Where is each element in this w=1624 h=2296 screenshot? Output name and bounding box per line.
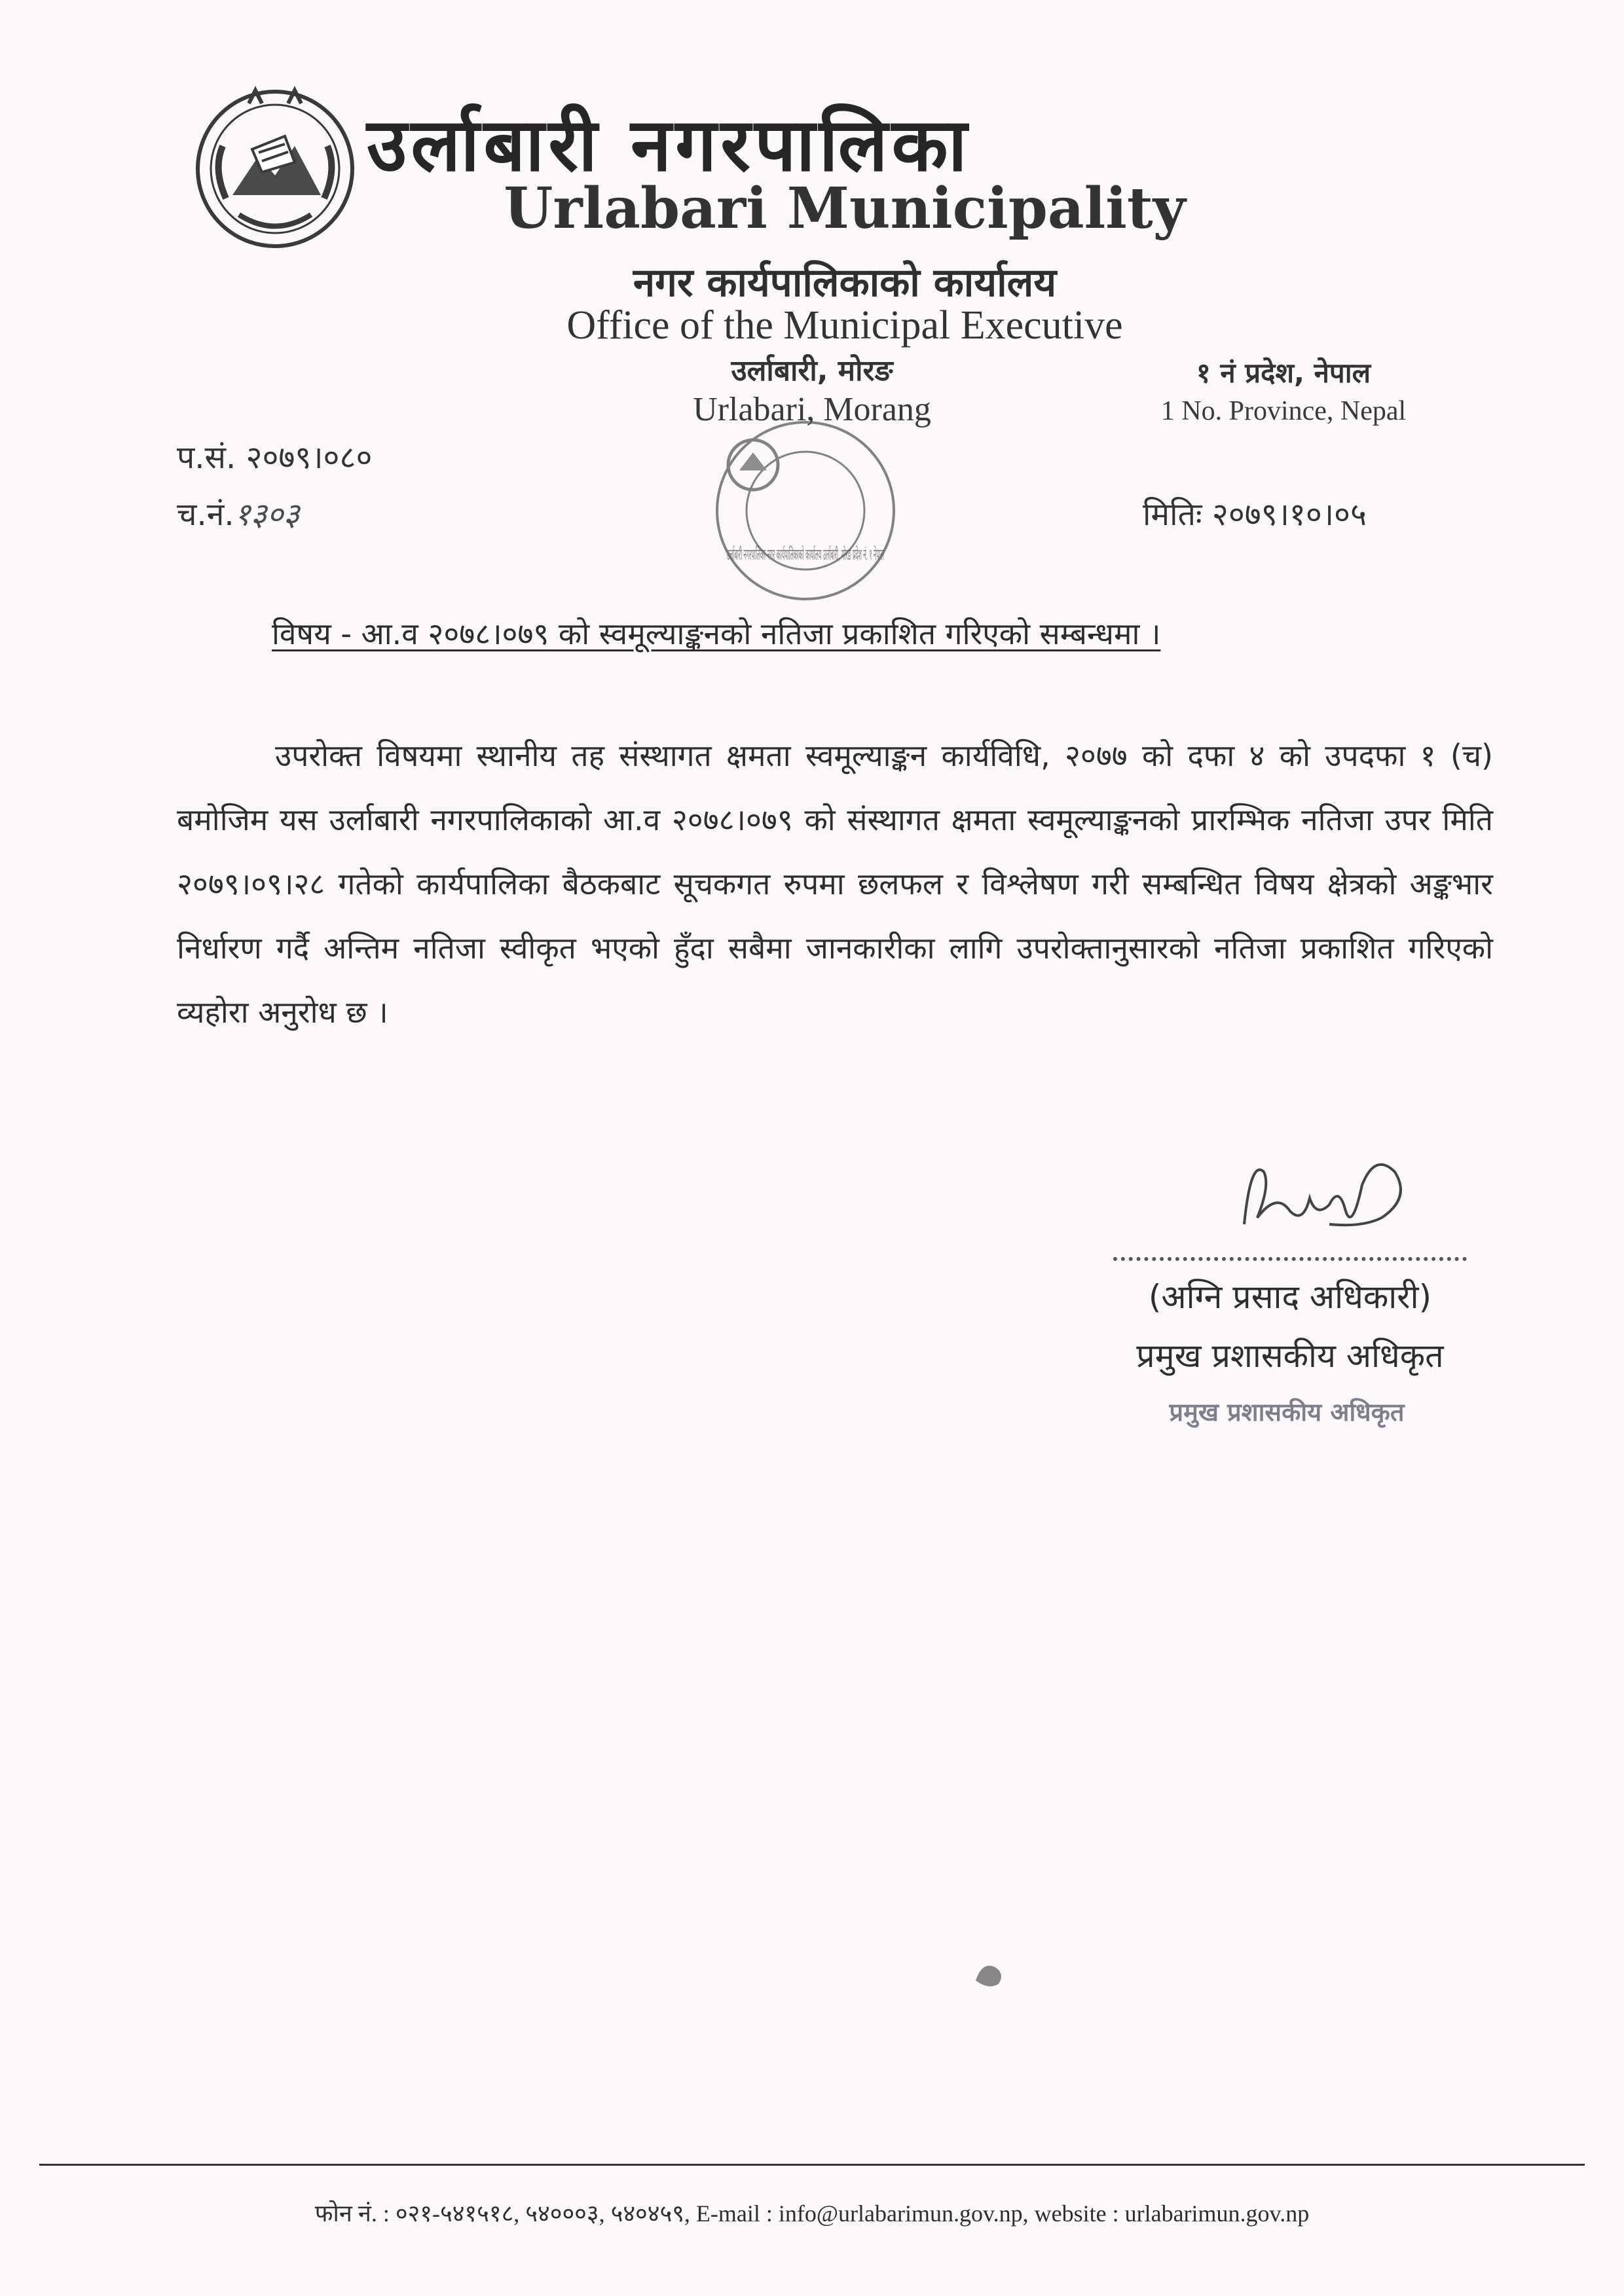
letter-date: मितिः २०७९।१०।०५ — [1143, 496, 1367, 533]
signatory-stamp: प्रमुख प्रशासकीय अधिकृत — [1169, 1398, 1405, 1427]
municipality-name-english: Urlabari Municipality — [504, 175, 1186, 242]
signatory-title: प्रमुख प्रशासकीय अधिकृत — [1136, 1337, 1444, 1375]
footer-divider — [39, 2164, 1585, 2166]
municipality-name-nepali: उर्लाबारी नगरपालिका — [367, 103, 971, 188]
address-english: Urlabari, Morang — [693, 391, 931, 428]
address-nepali: उर्लाबारी, मोरङ — [731, 354, 893, 388]
signature-icon — [1231, 1146, 1428, 1250]
province-english: 1 No. Province, Nepal — [1160, 396, 1407, 426]
office-name-nepali: नगर कार्यपालिकाको कार्यालय — [633, 260, 1057, 306]
office-seal-icon — [681, 412, 930, 615]
signatory-name: (अग्नि प्रसाद अधिकारी) — [1148, 1278, 1432, 1316]
letter-subject: विषय - आ.व २०७८।०७९ को स्वमूल्याङ्कनको नतिजा प्रकाशित गरिएको सम्बन्धमा । — [272, 616, 1161, 651]
signature-line — [1113, 1257, 1467, 1261]
letter-reference-number: प.सं. २०७९।०८० — [177, 439, 373, 476]
dispatch-label: च.नं. — [177, 496, 234, 533]
footer-contact: फोन नं. : ०२१-५४१५१८, ५४०००३, ५४०४५९, E-mail : info@urlabarimun.gov.np, website : urlabarimun.gov.np — [314, 2200, 1310, 2227]
province-nepali: १ नं प्रदेश, नेपाल — [1196, 357, 1371, 389]
seal-text: उर्लाबारी नगरपालिका नगर कार्यपालिकाको कार्यालय उर्लाबारी, मोरङ प्रदेश नं. १ नेपाल — [727, 545, 885, 564]
letter-body: उपरोक्त विषयमा स्थानीय तह संस्थागत क्षमता स्वमूल्याङ्कन कार्यविधि, २०७७ को दफा ४ को उपदफा १ (च) बमोजिम यस उर्लाबारी नगरपालिकाको आ.व २०७८।०७९ को संस्थागत क्षमता स्वमूल्याङ्कनको प्रारम्भिक नतिजा उपर मिति २०७९।०९।२८ गतेको कार्यपालिका बैठकबाट सूचकगत रुपमा छलफल र विश्लेषण गरी सम्बन्धित विषय क्षेत्रको अङ्कभार निर्धारण गर्दै अन्तिम नतिजा स्वीकृत भएको हुँदा सबैमा जानकारीका लागि उपरोक्तानुसारको नतिजा प्रकाशित गरिएको व्यहोरा अनुरोध छ । — [177, 738, 1493, 1030]
office-name-english: Office of the Municipal Executive — [566, 303, 1123, 348]
dispatch-number — [177, 492, 299, 535]
dispatch-value: १३०३ — [234, 496, 300, 533]
nepal-emblem-icon — [187, 84, 363, 254]
ink-blot-icon — [969, 1954, 1008, 1994]
